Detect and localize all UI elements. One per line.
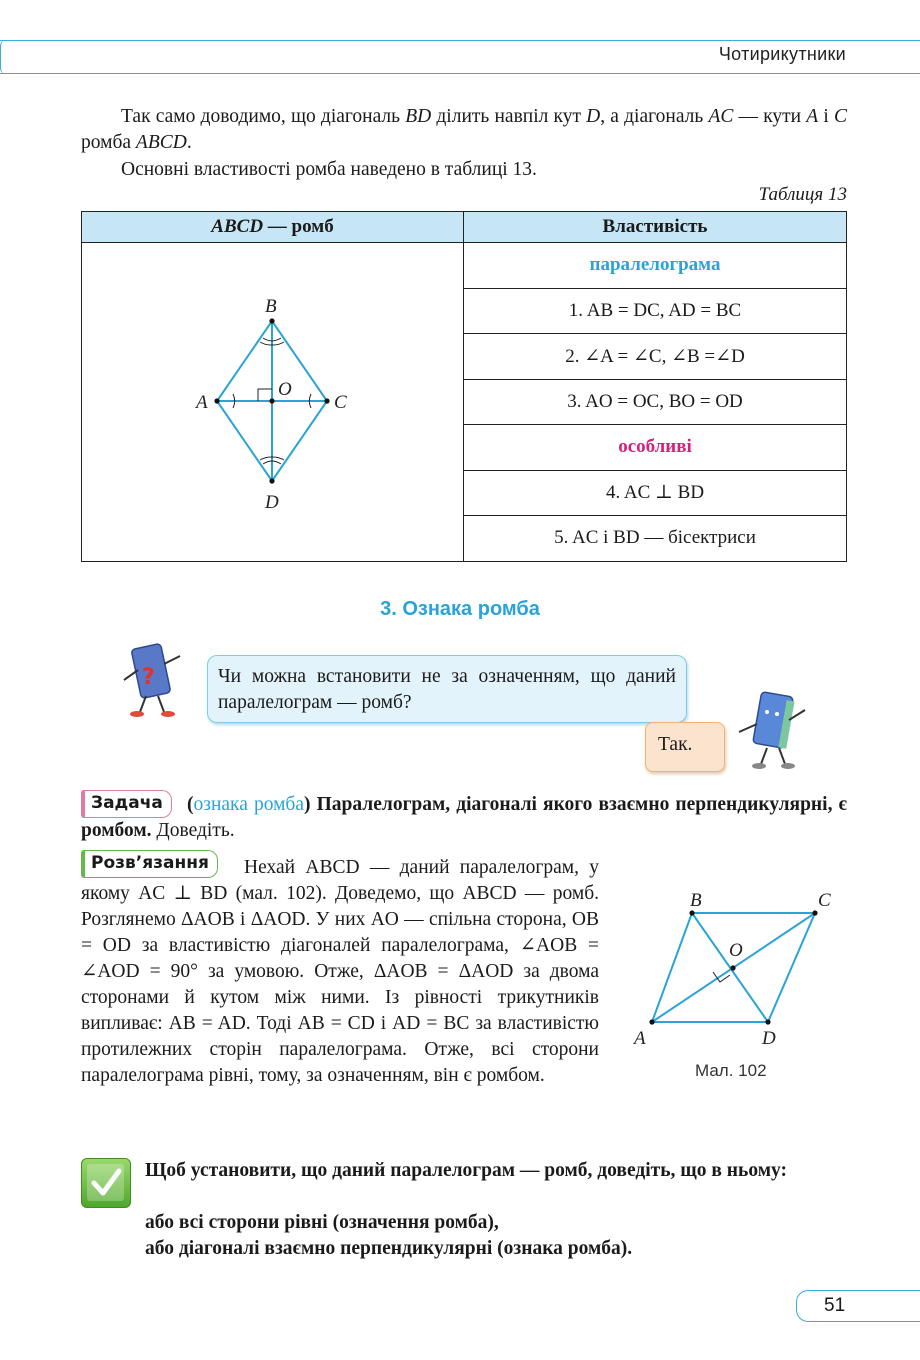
angle-arc-b1 (263, 338, 272, 341)
property-1: 1. AB = DC, AD = BC (464, 288, 847, 334)
running-header: Чотирикутники (718, 44, 846, 64)
intro-paragraph-2: Основні властивості ромба наведено в таблиці 13. (121, 159, 537, 180)
question-book-character (118, 640, 190, 720)
rhombus-figure-cell (82, 243, 464, 562)
question-text: Чи можна встановити не за означенням, що даний паралелограм — ромб? (218, 666, 676, 713)
answer-text: Так. (658, 734, 693, 755)
solution-text: Нехай ABCD — даний паралелограм, у якому AC ⊥ BD (мал. 102). Доведемо, що ABCD — ромб. Розглянемо ΔAOB і ΔAOD. У них AO — спільна сторона, OB = OD за властивістю діагоналей паралелограма, ∠AOB = ∠AOD = 90° за умовою. Отже, ΔAOB = ΔAOD за двома сторонами й кутом між ними. Із рівності трикутників випливає: AB = AD. Тоді AB = CD і AD = BC за властивістю протилежних сторін паралелограма. Отже, всі сторони паралелограма рівні, тому, за означенням, він є ромбом. (81, 857, 599, 1086)
label-b: B (265, 295, 277, 317)
task-tag: Задача (81, 790, 172, 818)
figure-102 (620, 880, 850, 1080)
intro-paragraph-1: Так само доводимо, що діагональ BD ділить навпіл кут D, а діагональ AC — кути A і C ромба ABCD. (81, 106, 847, 153)
label-c: C (334, 391, 347, 413)
section-title: 3. Ознака ромба (380, 598, 540, 620)
label-c: C (818, 890, 831, 911)
angle-arc-d2 (260, 457, 272, 460)
task-statement: (ознака ромба) Паралелограм, діагоналі якого взаємно перпендикулярні, є ромбом. Доведіть. (81, 794, 847, 841)
label-o: O (278, 378, 292, 400)
diagonal-bd (692, 913, 768, 1022)
svg-text:?: ? (142, 665, 155, 690)
check-icon (81, 1158, 131, 1208)
property-4: 4. AC ⊥ BD (464, 470, 847, 516)
rhombus-figure (82, 244, 463, 560)
property-3: 3. AO = OC, BO = OD (464, 379, 847, 425)
property-5: 5. AC і BD — бісектриси (464, 516, 847, 562)
properties-table (81, 211, 847, 562)
label-d: D (762, 1028, 776, 1049)
label-o: O (729, 940, 743, 961)
angle-arc-d1 (263, 461, 272, 464)
category-special: особливі (464, 425, 847, 471)
summary-line-2: або всі сторони рівні (означення ромба), (145, 1212, 499, 1233)
figure-102-caption: Мал. 102 (695, 1061, 767, 1080)
table-header-figure: ABCD — ромб (82, 212, 464, 243)
table-caption: Таблиця 13 (758, 184, 847, 205)
page-number-frame (796, 1290, 920, 1322)
page-number: 51 (824, 1295, 846, 1316)
label-a: A (634, 1028, 646, 1049)
solution-tag: Розв’язання (81, 850, 218, 878)
summary-line-1: Щоб установити, що даний паралелограм — ромб, доведіть, що в ньому: (145, 1160, 787, 1181)
table-header-property: Властивість (464, 212, 847, 243)
label-b: B (690, 890, 702, 911)
right-angle-mark (258, 389, 272, 401)
label-a: A (196, 391, 208, 413)
angle-arc-b2 (260, 342, 272, 345)
summary-line-3: або діагоналі взаємно перпендикулярні (ознака ромба). (145, 1238, 633, 1259)
answer-book-character (735, 690, 815, 772)
label-d: D (265, 491, 279, 513)
category-parallelogram: паралелограма (464, 243, 847, 289)
property-2: 2. ∠A = ∠C, ∠B =∠D (464, 334, 847, 380)
